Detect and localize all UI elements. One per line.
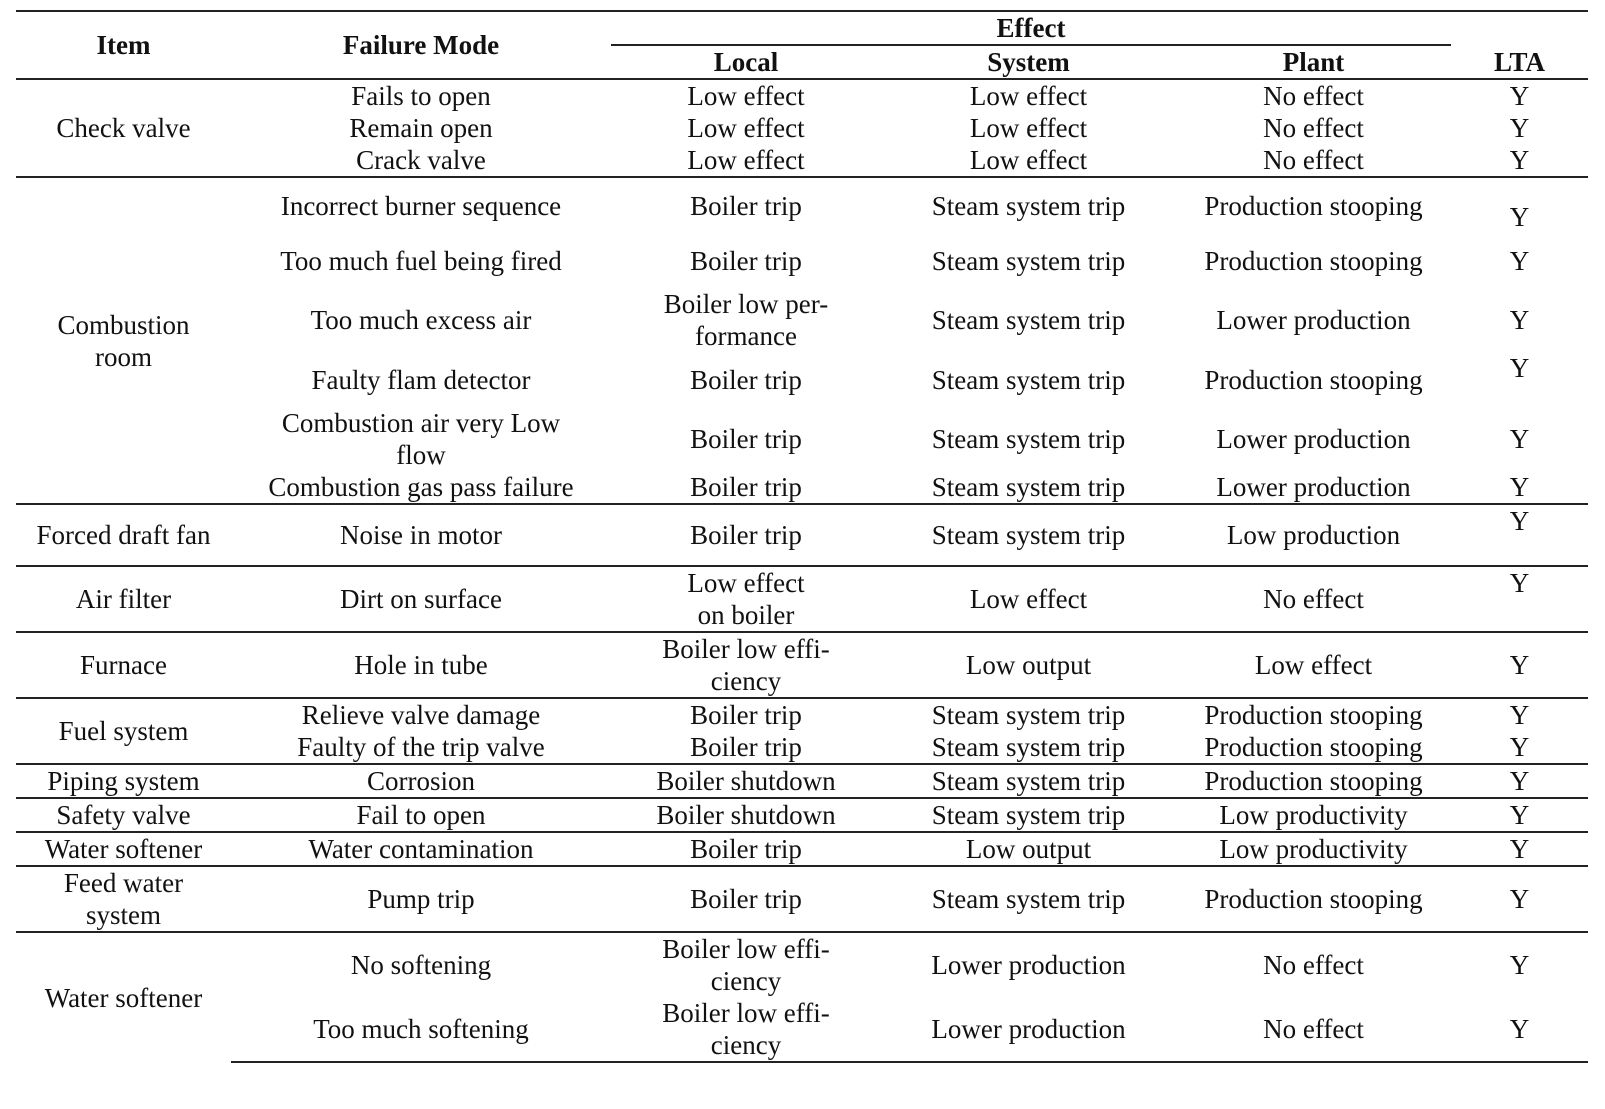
plant-effect-cell: No effect	[1176, 79, 1451, 112]
system-effect-cell: Low output	[881, 832, 1176, 866]
item-cell: Safety valve	[16, 798, 231, 832]
item-cell: Forced draft fan	[16, 504, 231, 566]
local-effect-cell: Low effect	[687, 145, 805, 175]
plant-effect-cell: Lower production	[1216, 305, 1411, 335]
table-header	[16, 11, 1588, 79]
system-effect-cell: Low effect	[969, 145, 1088, 175]
table-row	[16, 566, 1588, 632]
table-row	[16, 997, 1588, 1062]
lta-cell: Y	[1509, 245, 1530, 276]
lta-cell: Y	[1509, 472, 1530, 502]
plant-effect-cell: Low productivity	[1176, 798, 1451, 832]
local-effect-cell: Boiler low per-formance	[663, 289, 829, 351]
lta-cell: Y	[1451, 698, 1588, 731]
header-failure-mode: Failure Mode	[231, 11, 611, 79]
table-row	[16, 504, 1588, 566]
lta-cell: Y	[1451, 504, 1588, 566]
group-feed-water-system	[16, 866, 1588, 932]
plant-effect-cell: Low productivity	[1176, 832, 1451, 866]
plant-effect-cell: No effect	[1263, 113, 1364, 143]
system-effect-cell: Low effect	[969, 113, 1088, 143]
header-item: Item	[16, 11, 231, 79]
plant-effect-cell: Low production	[1176, 504, 1451, 566]
group-combustion-room	[16, 177, 1588, 504]
plant-effect-cell: Lower production	[1216, 424, 1411, 454]
table-row	[16, 832, 1588, 866]
table-row	[16, 932, 1588, 997]
system-effect-cell: Low output	[881, 632, 1176, 698]
plant-effect-cell: No effect	[1176, 932, 1451, 997]
group-water-softener-2	[16, 932, 1588, 1062]
system-effect-cell: Steam system trip	[931, 732, 1126, 762]
local-effect-cell: Boiler low effi-ciency	[611, 632, 881, 698]
item-cell: Air filter	[16, 566, 231, 632]
failure-mode-cell: Noise in motor	[231, 504, 611, 566]
lta-cell: Y	[1451, 866, 1588, 932]
failure-mode-cell: Fails to open	[231, 79, 611, 112]
system-effect-cell: Steam system trip	[881, 866, 1176, 932]
local-effect-cell: Boiler shutdown	[611, 764, 881, 798]
lta-cell: Y	[1451, 79, 1588, 112]
lta-cell: Y	[1509, 113, 1530, 143]
plant-effect-cell: Production stooping	[1204, 732, 1423, 762]
plant-effect-cell: Production stooping	[1204, 364, 1423, 395]
lta-cell: Y	[1451, 832, 1588, 866]
system-effect-cell: Low effect	[881, 79, 1176, 112]
local-effect-cell: Boiler shutdown	[611, 798, 881, 832]
item-cell: Water softener	[16, 932, 231, 1062]
lta-cell: Y	[1451, 798, 1588, 832]
table-row	[16, 233, 1588, 288]
group-water-softener-1	[16, 832, 1588, 866]
table-row	[16, 177, 1588, 233]
group-fuel-system	[16, 698, 1588, 764]
group-furnace	[16, 632, 1588, 698]
table-row	[16, 698, 1588, 731]
system-effect-cell: Steam system trip	[931, 245, 1126, 276]
local-effect-cell: Low effect on boiler	[611, 566, 881, 632]
lta-cell: Y	[1451, 177, 1588, 233]
failure-mode-cell: Too much fuel being fired	[280, 245, 562, 276]
table-row	[16, 798, 1588, 832]
system-effect-cell: Steam system trip	[881, 177, 1176, 233]
table-row	[16, 866, 1588, 932]
plant-effect-cell: Production stooping	[1204, 245, 1423, 276]
group-piping-system	[16, 764, 1588, 798]
lta-cell: Y	[1451, 997, 1588, 1062]
failure-mode-cell: Dirt on surface	[231, 566, 611, 632]
local-effect-cell: Boiler low effi-ciency	[611, 932, 881, 997]
local-effect-cell: Boiler trip	[690, 364, 802, 395]
local-effect-cell: Boiler trip	[611, 866, 881, 932]
header-plant: Plant	[1176, 45, 1451, 79]
system-effect-cell: Lower production	[881, 997, 1176, 1062]
item-cell: Check valve	[16, 79, 231, 177]
lta-cell: Y	[1451, 632, 1588, 698]
table-row	[16, 288, 1588, 352]
lta-cell: Y	[1509, 353, 1530, 383]
system-effect-cell: Steam system trip	[881, 504, 1176, 566]
item-cell: Fuel system	[16, 698, 231, 764]
local-effect-cell: Low effect	[687, 113, 805, 143]
local-effect-cell: Boiler trip	[611, 504, 881, 566]
plant-effect-cell: No effect	[1263, 145, 1364, 175]
failure-mode-cell: Incorrect burner sequence	[231, 177, 611, 233]
lta-cell: Y	[1509, 305, 1530, 335]
table-row	[16, 632, 1588, 698]
table-row	[16, 112, 1588, 144]
failure-mode-cell: No softening	[231, 932, 611, 997]
group-forced-draft-fan	[16, 504, 1588, 566]
local-effect-cell: Boiler low effi-ciency	[611, 997, 881, 1062]
system-effect-cell: Steam system trip	[931, 305, 1126, 335]
lta-cell: Y	[1509, 424, 1530, 454]
header-lta: LTA	[1451, 11, 1588, 79]
lta-cell: Y	[1509, 732, 1530, 762]
failure-mode-cell: Water contamination	[231, 832, 611, 866]
local-effect-cell: Boiler trip	[690, 732, 802, 762]
local-effect-cell: Boiler trip	[611, 832, 881, 866]
plant-effect-cell: No effect	[1176, 997, 1451, 1062]
system-effect-cell: Steam system trip	[881, 764, 1176, 798]
local-effect-cell: Boiler trip	[690, 424, 802, 454]
fmea-table	[16, 10, 1588, 1063]
group-check-valve	[16, 79, 1588, 177]
failure-mode-cell: Too much excess air	[310, 305, 532, 335]
local-effect-cell: Boiler trip	[690, 472, 802, 502]
lta-cell: Y	[1451, 932, 1588, 997]
table-row	[16, 764, 1588, 798]
item-cell: Furnace	[16, 632, 231, 698]
header-local: Local	[611, 45, 881, 79]
item-cell: Piping system	[16, 764, 231, 798]
local-effect-cell: Boiler trip	[690, 245, 802, 276]
failure-mode-cell: Remain open	[349, 113, 493, 143]
plant-effect-cell: Low effect	[1176, 632, 1451, 698]
lta-cell: Y	[1451, 566, 1588, 632]
system-effect-cell: Steam system trip	[881, 798, 1176, 832]
system-effect-cell: Steam system trip	[881, 698, 1176, 731]
item-cell: Combustion room	[16, 177, 231, 504]
local-effect-cell: Boiler trip	[611, 177, 881, 233]
failure-mode-cell: Hole in tube	[231, 632, 611, 698]
table-row	[16, 144, 1588, 177]
header-effect: Effect	[611, 11, 1451, 45]
table-row	[16, 407, 1588, 471]
local-effect-cell: Boiler trip	[611, 698, 881, 731]
failure-mode-cell: Faulty of the trip valve	[297, 732, 545, 762]
lta-cell: Y	[1451, 764, 1588, 798]
table-row	[16, 352, 1588, 407]
item-cell: Feed water system	[16, 866, 231, 932]
system-effect-cell: Low effect	[881, 566, 1176, 632]
plant-effect-cell: Production stooping	[1176, 698, 1451, 731]
local-effect-cell: Low effect	[611, 79, 881, 112]
item-cell: Water softener	[16, 832, 231, 866]
plant-effect-cell: Production stooping	[1176, 866, 1451, 932]
system-effect-cell: Lower production	[881, 932, 1176, 997]
header-system: System	[881, 45, 1176, 79]
failure-mode-cell: Pump trip	[231, 866, 611, 932]
failure-mode-cell: Crack valve	[356, 145, 486, 175]
failure-mode-cell: Combustion air very Low flow	[281, 408, 561, 470]
table-row	[16, 471, 1588, 504]
failure-mode-cell: Combustion gas pass failure	[268, 472, 574, 502]
system-effect-cell: Steam system trip	[931, 424, 1126, 454]
failure-mode-cell: Fail to open	[231, 798, 611, 832]
group-safety-valve	[16, 798, 1588, 832]
failure-mode-cell: Faulty flam detector	[311, 364, 531, 395]
failure-mode-cell: Too much softening	[231, 997, 611, 1062]
failure-mode-cell: Relieve valve damage	[231, 698, 611, 731]
system-effect-cell: Steam system trip	[931, 472, 1126, 502]
lta-cell: Y	[1509, 145, 1530, 175]
plant-effect-cell: Lower production	[1216, 472, 1411, 502]
plant-effect-cell: No effect	[1176, 566, 1451, 632]
failure-mode-cell: Corrosion	[231, 764, 611, 798]
table-row	[16, 79, 1588, 112]
plant-effect-cell: Production stooping	[1176, 177, 1451, 233]
system-effect-cell: Steam system trip	[931, 364, 1126, 395]
table-row	[16, 731, 1588, 764]
plant-effect-cell: Production stooping	[1176, 764, 1451, 798]
group-air-filter	[16, 566, 1588, 632]
